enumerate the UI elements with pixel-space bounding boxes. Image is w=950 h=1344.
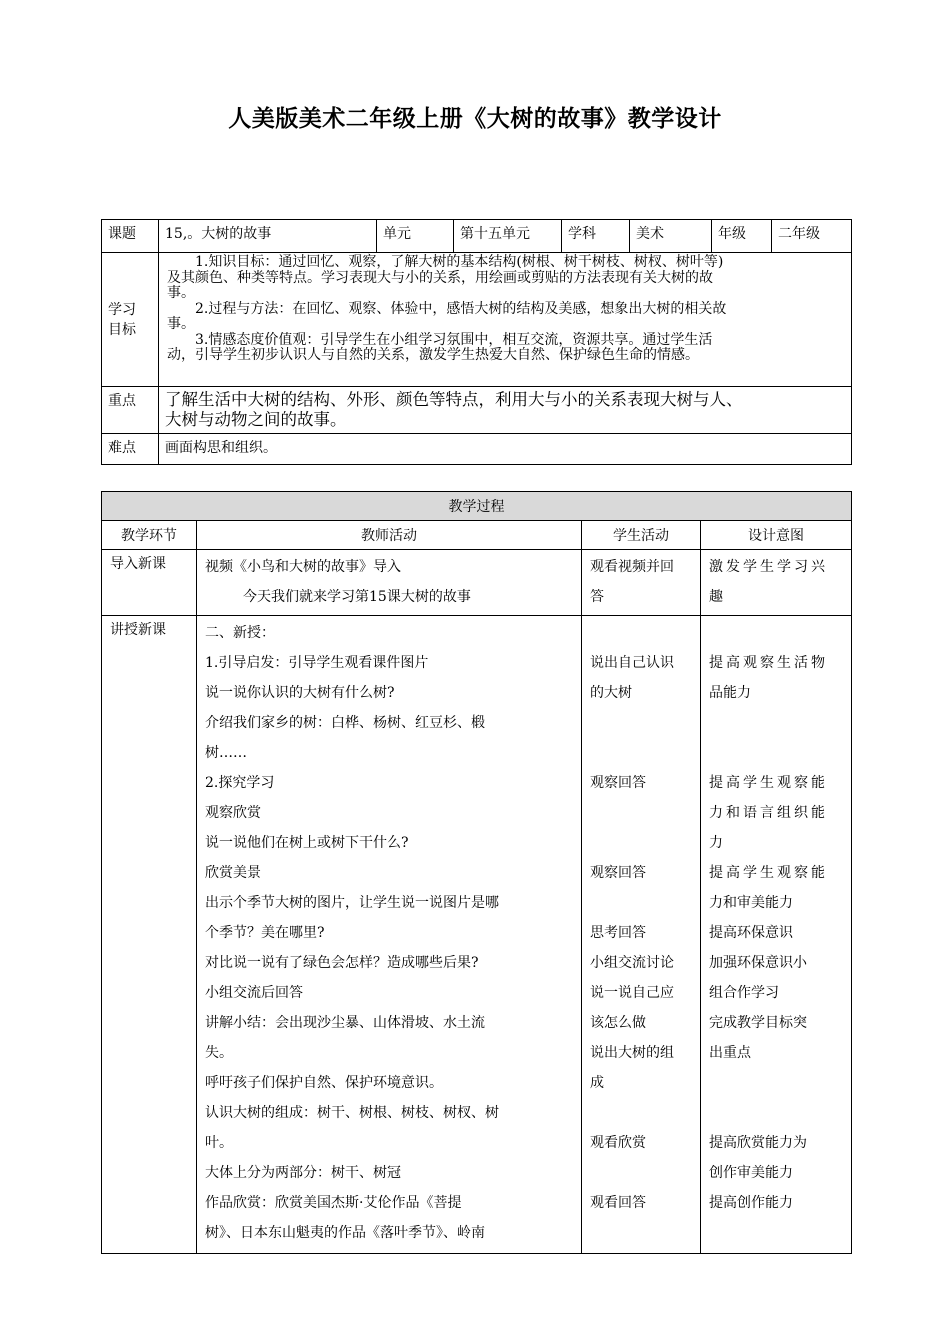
teacher-line-12: 对比说一说有了绿色会怎样？造成哪些后果? <box>205 955 479 971</box>
lesson-label: 课题 <box>102 220 159 253</box>
student-line-02: 的大树 <box>590 685 632 701</box>
intent-line-07: 力和审美能力 <box>709 895 793 911</box>
goals-label-line2: 目标 <box>108 321 136 338</box>
student-line-08: 该怎么做 <box>590 1015 646 1031</box>
student-line-11: 观看欣赏 <box>590 1135 646 1151</box>
teacher-line-02: 1.引导启发：引导学生观看课件图片 <box>205 655 429 671</box>
intro-student-line2: 答 <box>590 589 604 605</box>
intro-student-line1: 观看视频并回 <box>590 559 674 575</box>
student-line-04: 观察回答 <box>590 865 646 881</box>
intent-line-14: 创作审美能力 <box>709 1165 793 1181</box>
goal-knowledge-line2: 及其颜色、种类等特点。学习表现大与小的关系，用绘画或剪贴的方法表现有关大树的故 <box>167 269 713 286</box>
teacher-line-16: 呼吁孩子们保护自然、保护环境意识。 <box>205 1075 443 1091</box>
col-student: 学生活动 <box>582 521 701 550</box>
student-line-03: 观察回答 <box>590 775 646 791</box>
intent-line-13: 提高欣赏能力为 <box>709 1135 807 1151</box>
intent-line-12: 出重点 <box>709 1045 751 1061</box>
teacher-line-14: 讲解小结：会出现沙尘暴、山体滑坡、水土流 <box>205 1015 485 1031</box>
student-line-06: 小组交流讨论 <box>590 955 674 971</box>
teacher-line-17: 认识大树的组成：树干、树根、树枝、树杈、树 <box>205 1105 499 1121</box>
intent-line-10: 组合作学习 <box>709 985 779 1001</box>
goal-emotion-line2: 动，引导学生初步认识人与自然的关系，激发学生热爱大自然、保护绿色生命的情感。 <box>167 347 699 363</box>
teacher-line-07: 观察欣赏 <box>205 805 261 821</box>
key-point-line2: 大树与动物之间的故事。 <box>165 410 347 429</box>
intent-line-08: 提高环保意识 <box>709 925 793 941</box>
difficulty-label: 难点 <box>102 434 159 465</box>
key-point-value <box>159 387 852 434</box>
student-line-12: 观看回答 <box>590 1195 646 1211</box>
key-point-label: 重点 <box>102 387 159 434</box>
teach-teacher <box>197 616 582 1254</box>
teacher-line-06: 2.探究学习 <box>205 775 275 791</box>
goal-emotion-line1: 3.情感态度价值观：引导学生在小组学习氛围中，相互交流，资源共享。通过学生活 <box>195 331 713 348</box>
teacher-line-08: 说一说他们在树上或树下干什么? <box>205 835 409 851</box>
teacher-line-01: 二、新授： <box>205 625 275 641</box>
intent-line-01: 提高观察生活物 <box>709 655 828 671</box>
student-line-01: 说出自己认识 <box>590 655 674 671</box>
goal-process-line1: 2.过程与方法：在回忆、观察、体验中，感悟大树的结构及美感，想象出大树的相关故 <box>195 300 727 317</box>
intro-teacher <box>197 550 582 616</box>
teacher-line-11: 个季节？美在哪里? <box>205 925 325 941</box>
document-title: 人美版美术二年级上册《大树的故事》教学设计 <box>228 106 722 132</box>
col-stage: 教学环节 <box>102 521 197 550</box>
difficulty-value: 画面构思和组织。 <box>159 434 852 465</box>
lesson-info-table <box>101 219 852 465</box>
student-line-07: 说一说自己应 <box>590 985 674 1001</box>
teaching-process-table <box>101 491 852 1254</box>
intent-line-04: 力和语言组织能 <box>709 805 828 821</box>
process-header: 教学过程 <box>102 492 852 521</box>
intent-line-05: 力 <box>709 835 723 851</box>
intent-line-09: 加强环保意识小 <box>709 955 807 971</box>
intro-intent <box>701 550 852 616</box>
lesson-value: 15,。大树的故事 <box>159 220 377 253</box>
subject-label: 学科 <box>562 220 630 253</box>
unit-label: 单元 <box>377 220 454 253</box>
grade-value: 二年级 <box>772 220 852 253</box>
teacher-line-05: 树…… <box>205 745 247 761</box>
grade-label: 年级 <box>712 220 772 253</box>
teacher-line-09: 欣赏美景 <box>205 865 261 881</box>
teacher-line-04: 介绍我们家乡的树：白桦、杨树、红豆杉、椴 <box>205 715 485 731</box>
intent-line-02: 品能力 <box>709 685 751 701</box>
teach-intent <box>701 616 852 1254</box>
teach-student <box>582 616 701 1254</box>
teacher-line-19: 大体上分为两部分：树干、树冠 <box>205 1165 401 1181</box>
teacher-line-18: 叶。 <box>205 1135 233 1151</box>
col-teacher: 教师活动 <box>197 521 582 550</box>
student-line-10: 成 <box>590 1075 604 1091</box>
intro-teacher-line1: 视频《小鸟和大树的故事》导入 <box>205 559 401 575</box>
intro-student <box>582 550 701 616</box>
goals-label <box>102 253 159 387</box>
intro-intent-line1: 激发学生学习兴 <box>709 559 828 575</box>
subject-value: 美术 <box>630 220 712 253</box>
student-line-05: 思考回答 <box>590 925 646 941</box>
intent-line-11: 完成教学目标突 <box>709 1015 807 1031</box>
teacher-line-15: 失。 <box>205 1045 233 1061</box>
intro-teacher-line2: 今天我们就来学习第15课大树的故事 <box>243 589 471 605</box>
goals-label-line1: 学习 <box>108 301 136 318</box>
teacher-line-20: 作品欣赏：欣赏美国杰斯·艾伦作品《菩提 <box>205 1195 462 1211</box>
intro-intent-line2: 趣 <box>709 589 723 605</box>
col-intent: 设计意图 <box>701 521 852 550</box>
teacher-line-13: 小组交流后回答 <box>205 985 303 1001</box>
goal-knowledge-line3: 事。 <box>167 285 195 301</box>
teacher-line-10: 出示个季节大树的图片，让学生说一说图片是哪 <box>205 895 499 911</box>
intent-line-06: 提高学生观察能 <box>709 865 828 881</box>
teacher-line-03: 说一说你认识的大树有什么树? <box>205 685 395 701</box>
teacher-line-21: 树》、日本东山魁夷的作品《落叶季节》、岭南 <box>205 1225 485 1241</box>
intent-line-03: 提高学生观察能 <box>709 775 828 791</box>
learning-goals <box>159 253 852 387</box>
key-point-line1: 了解生活中大树的结构、外形、颜色等特点，利用大与小的关系表现大树与人、 <box>165 390 743 409</box>
intro-stage: 导入新课 <box>102 550 197 616</box>
intent-line-15: 提高创作能力 <box>709 1195 793 1211</box>
goal-knowledge-line1: 1.知识目标：通过回忆、观察，了解大树的基本结构(树根、树干树枝、树杈、树叶等) <box>195 254 724 270</box>
goal-process-line2: 事。 <box>167 316 195 332</box>
unit-value: 第十五单元 <box>454 220 562 253</box>
teach-stage: 讲授新课 <box>102 616 197 1254</box>
student-line-09: 说出大树的组 <box>590 1045 674 1061</box>
